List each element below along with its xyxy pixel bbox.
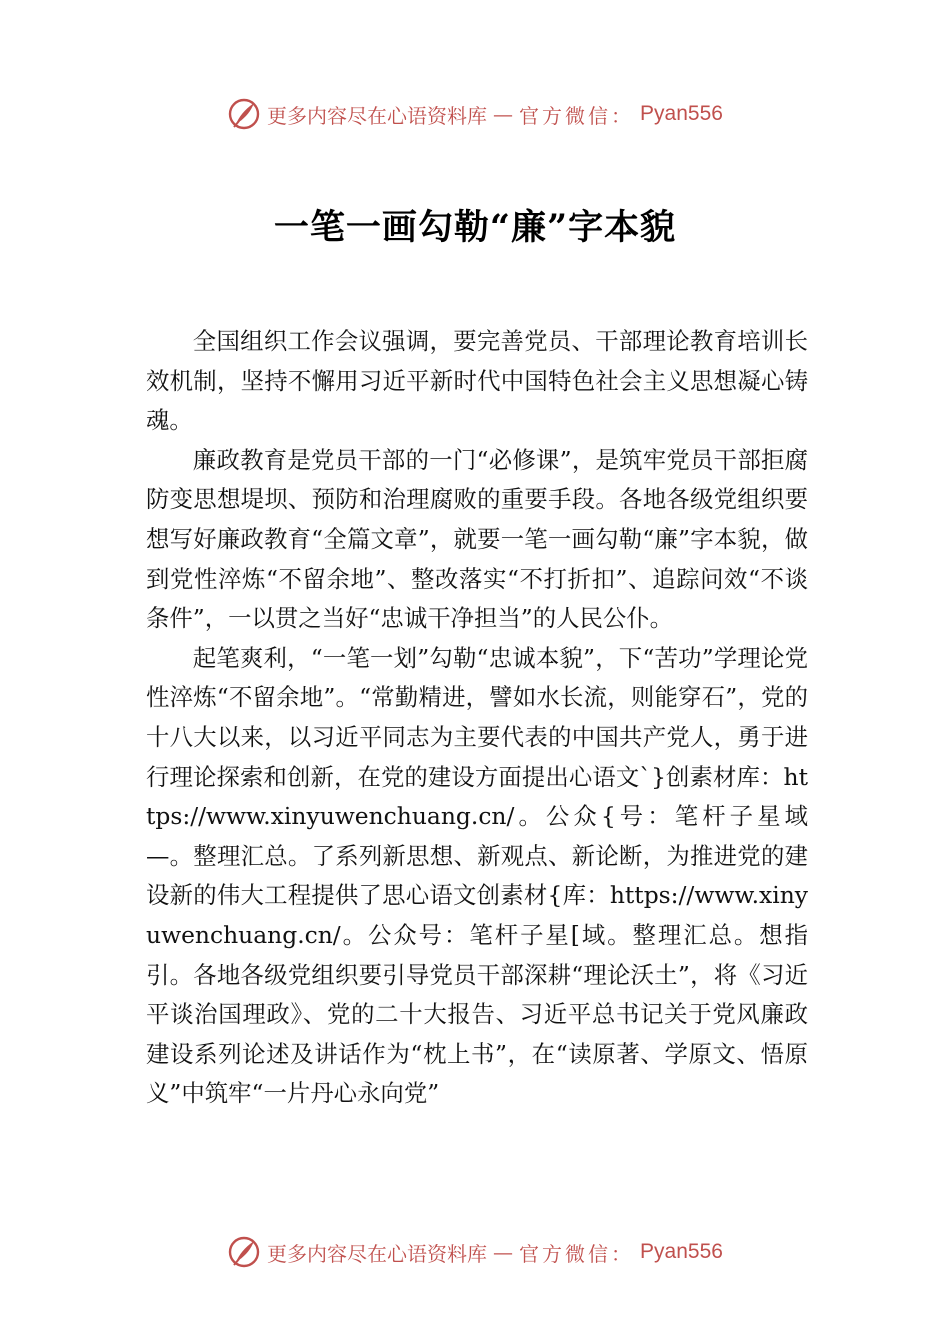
banner-slogan: 更多内容尽在心语资料库 xyxy=(267,1241,488,1266)
banner-wechat-id: Pyan556 xyxy=(640,1240,723,1263)
banner-wechat-id: Pyan556 xyxy=(640,102,723,125)
body-paragraph: 全国组织工作会议强调，要完善党员、干部理论教育培训长效机制，坚持不懈用习近平新时代中国特色社会主义思想凝心铸魂。 xyxy=(146,327,808,435)
body-paragraph: 廉政教育是党员干部的一门“必修课”，是筑牢党员干部拒腐防变思想堤坝、预防和治理腐败的重要手段。各地各级党组织要想写好廉政教育“全篇文章”，就要一笔一画勾勒“廉”字本貌，做到党性淬炼“不留余地”、整改落实“不打折扣”、追踪问效“不谈条件”，一以贯之当好“忠诚干净担当”的人民公仆。 xyxy=(146,445,808,633)
banner-wechat-label: 官方微信： xyxy=(519,103,635,128)
banner-wechat-label: 官方微信： xyxy=(519,1241,635,1266)
document-title: 一笔一画勾勒“廉”字本貌 xyxy=(273,207,677,248)
footer-banner xyxy=(0,1230,950,1274)
banner-separator: — xyxy=(493,102,514,126)
document-body xyxy=(146,322,808,1114)
banner-slogan: 更多内容尽在心语资料库 xyxy=(267,103,488,128)
quill-pen-logo-icon xyxy=(227,1235,261,1269)
banner-separator: — xyxy=(493,1240,514,1264)
body-paragraph: 起笔爽利，“一笔一划”勾勒“忠诚本貌”，下“苦功”学理论党性淬炼“不留余地”。“常勤精进，譬如水长流，则能穿石”，党的十八大以来，以习近平同志为主要代表的中国共产党人，勇于进行理论探索和创新，在党的建设方面提出心语文`}创素材库：https://www.xinyuwenchuang.cn/。公众{号：笔杆子星域—。整理汇总。了系列新思想、新观点、新论断，为推进党的建设新的伟大工程提供了思心语文创素材{库：https://www.xinyuwenchuang.cn/。公众号：笔杆子星[域。整理汇总。想指引。各地各级党组织要引导党员干部深耕“理论沃土”，将《习近平谈治国理政》、党的二十大报告、习近平总书记关于党风廉政建设系列论述及讲话作为“枕上书”，在“读原著、学原文、悟原义”中筑牢“一片丹心永向党” xyxy=(146,643,808,1108)
quill-pen-logo-icon xyxy=(227,97,261,131)
header-banner xyxy=(0,92,950,136)
